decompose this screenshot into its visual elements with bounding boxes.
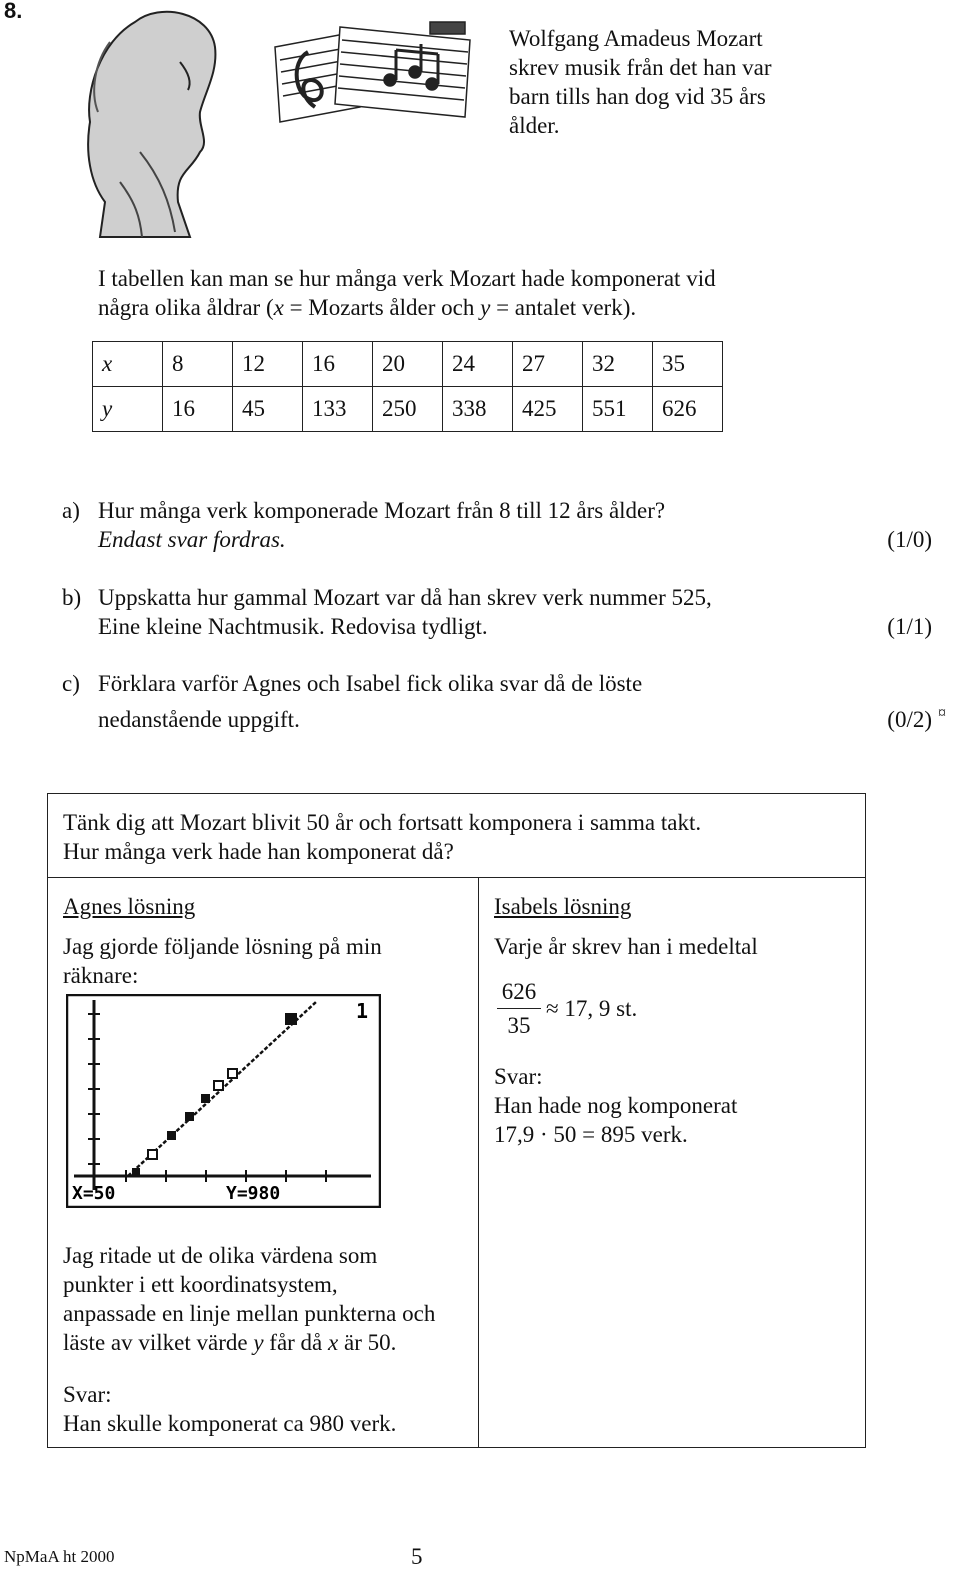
table-cell: 12 [233,342,303,387]
intro-line: skrev musik från det han var [509,55,772,80]
sheet-music [275,22,470,122]
calculator-screen [66,994,381,1208]
data-point [132,1168,140,1176]
table-cell: 35 [653,342,723,387]
answer-text: Han skulle komponerat ca 980 verk. [63,1411,397,1436]
agnes-desc-line: anpassade en linje mellan punkterna och [63,1301,436,1326]
table-intro [98,264,798,322]
text-span: = antalet verk). [490,295,637,320]
agnes-desc-line: punkter i ett koordinatsystem, [63,1272,338,1297]
data-table [92,341,723,432]
question-text: Uppskatta hur gammal Mozart var då han skrev verk nummer 525, [98,585,712,610]
x-readout: X=50 [72,1183,116,1204]
x-variable: x [328,1330,339,1355]
task-box-divider [47,877,866,878]
trace-cursor [285,1013,297,1025]
points-label: (1/1) [887,614,932,639]
table-cell: 24 [443,342,513,387]
intro-line: Wolfgang Amadeus Mozart [509,26,763,51]
table-cell: 8 [163,342,233,387]
intro-line: barn tills han dog vid 35 års [509,84,766,109]
x-variable: x [273,295,284,320]
table-intro-line2 [98,293,798,322]
text-span: får då [263,1330,329,1355]
question-letter: a) [62,498,80,523]
data-point [148,1150,157,1159]
table-cell: 16 [163,387,233,432]
text-span: några olika åldrar ( [98,295,274,320]
isabel-answer [494,1062,854,1149]
table-cell: 551 [583,387,653,432]
question-c-line1 [62,669,932,698]
data-point [214,1081,223,1090]
table-intro-line1: I tabellen kan man se hur många verk Mozart hade komponerat vid [98,266,716,291]
agnes-answer [63,1380,473,1438]
data-point [167,1131,176,1140]
table-cell: 250 [373,387,443,432]
table-cell: 20 [373,342,443,387]
intro-line: ålder. [509,113,560,138]
y-variable: y [253,1330,264,1355]
data-point [185,1112,194,1121]
task-line1: Tänk dig att Mozart blivit 50 år och fortsatt komponera i samma takt. [63,810,702,835]
data-point [201,1094,210,1103]
points-label: (0/2) [887,707,932,732]
table-cell: 16 [303,342,373,387]
table-header-x: x [93,342,163,387]
text-span: är 50. [338,1330,397,1355]
currency-mark: ¤ [938,705,946,722]
zoom-label: 1 [356,999,369,1023]
points-label: (1/0) [887,527,932,552]
mozart-illustration [80,2,480,242]
fraction-numerator: 626 [501,979,537,1004]
agnes-intro-line2: räknare: [63,963,139,988]
agnes-heading: Agnes lösning [63,894,196,919]
isabel-line1: Varje år skrev han i medeltal [494,934,758,959]
answer-label: Svar: [63,1382,112,1407]
table-row-y [93,387,723,432]
isabel-heading: Isabels lösning [494,894,632,919]
answer-text: 17,9 · 50 = 895 verk. [494,1122,688,1147]
question-a-line2 [62,525,932,554]
question-text: Eine kleine Nachtmusik. Redovisa tydligt. [98,614,488,639]
fraction [497,977,541,1040]
agnes-intro [63,932,463,990]
table-cell: 425 [513,387,583,432]
task-text [63,808,853,866]
question-letter: c) [62,671,80,696]
y-variable: y [480,295,491,320]
fraction-bar [497,1008,541,1009]
answer-text: Han hade nog komponerat [494,1093,738,1118]
solutions-divider [478,877,479,1447]
table-cell: 32 [583,342,653,387]
table-cell: 45 [233,387,303,432]
table-cell: 626 [653,387,723,432]
table-cell: 338 [443,387,513,432]
agnes-desc-line [63,1328,473,1357]
question-number: 8. [4,0,23,23]
footer-course: NpMaA ht 2000 [4,1547,115,1566]
question-a-line1 [62,496,932,525]
text-span: läste av vilket värde [63,1330,254,1355]
question-b-line1 [62,583,932,612]
answer-label: Svar: [494,1064,543,1089]
question-c-line2 [62,705,932,734]
question-note: Endast svar fordras. [98,527,286,552]
intro-text [509,24,829,140]
page-number: 5 [411,1544,423,1569]
agnes-description [63,1241,473,1357]
fraction-denominator: 35 [507,1013,531,1038]
table-header-y: y [93,387,163,432]
table-row-x [93,342,723,387]
y-readout: Y=980 [226,1183,281,1204]
question-text: Förklara varför Agnes och Isabel fick olika svar då de löste [98,671,643,696]
question-c [62,669,932,734]
data-point [228,1069,237,1078]
agnes-desc-line: Jag ritade ut de olika värdena som [63,1243,378,1268]
question-text: Hur många verk komponerade Mozart från 8 till 12 års ålder? [98,498,666,523]
question-b-line2 [62,612,932,641]
task-line2: Hur många verk hade han komponerat då? [63,839,454,864]
text-span: = Mozarts ålder och [283,295,481,320]
table-cell: 133 [303,387,373,432]
question-letter: b) [62,585,82,610]
question-a [62,496,932,554]
question-text: nedanstående uppgift. [98,707,300,732]
table-cell: 27 [513,342,583,387]
portrait [88,12,215,237]
agnes-intro-line1: Jag gjorde följande lösning på min [63,934,382,959]
approx-value: ≈ 17, 9 st. [546,996,638,1021]
question-b [62,583,932,641]
